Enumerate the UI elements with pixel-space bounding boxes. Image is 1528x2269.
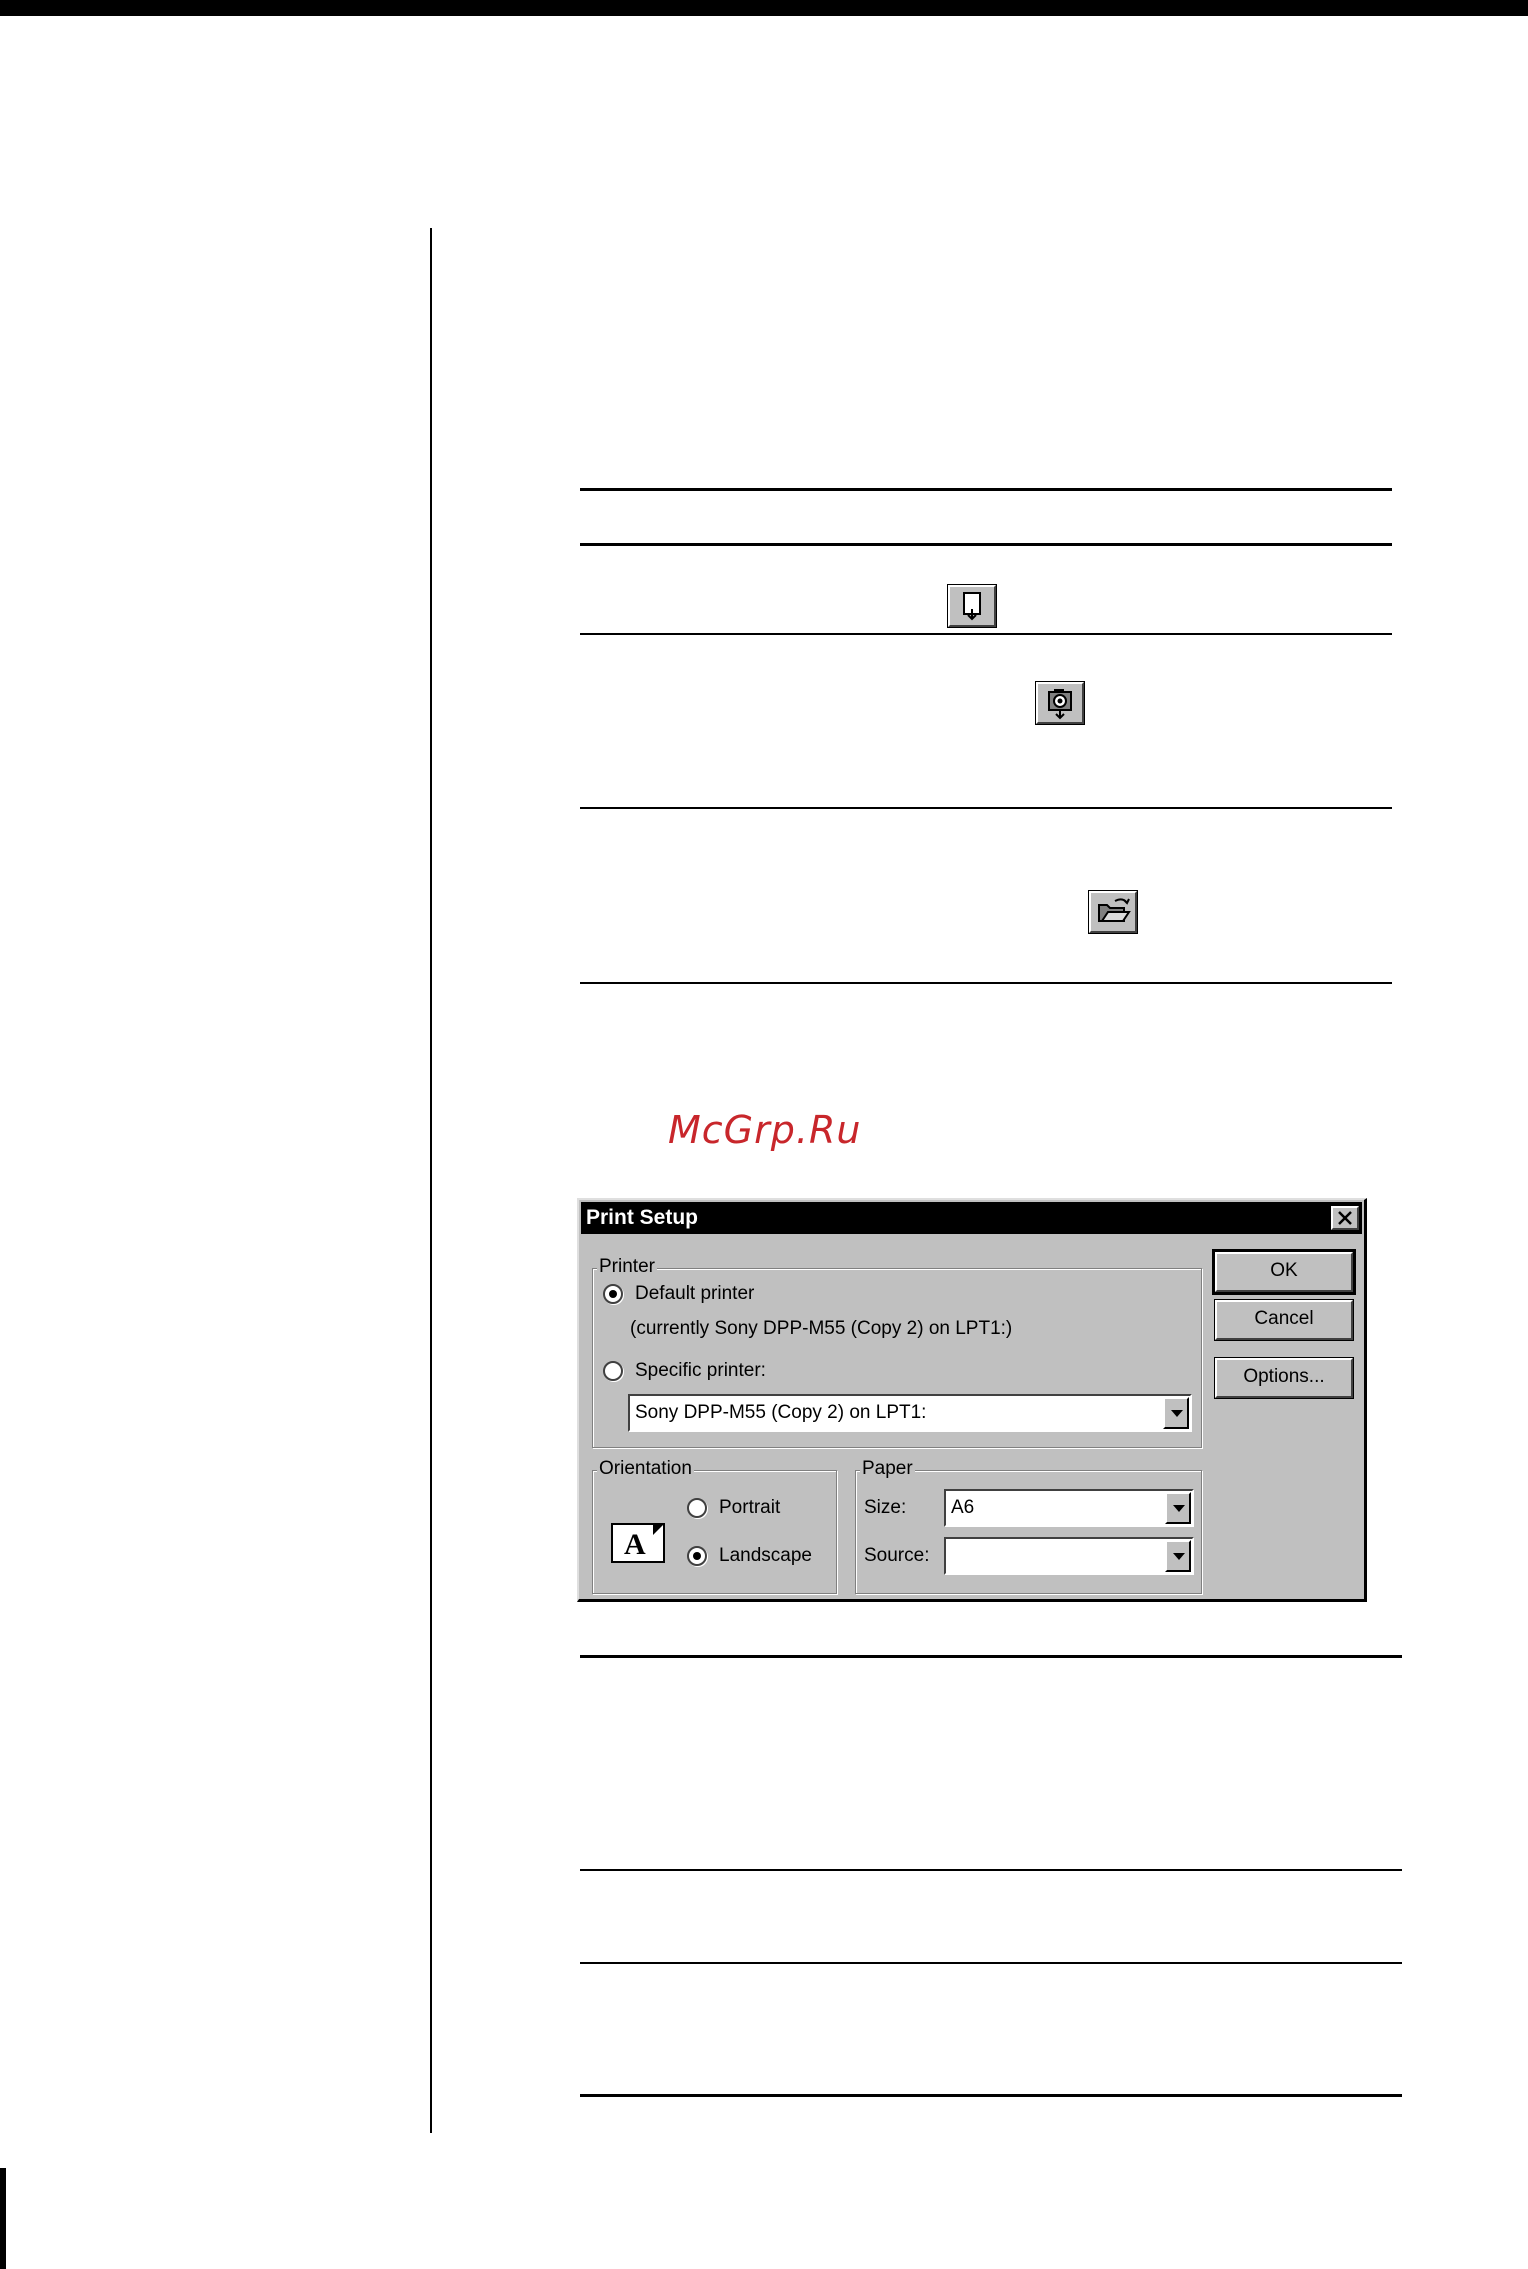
chevron-down-icon — [1173, 1553, 1185, 1561]
orientation-group-label: Orientation — [599, 1458, 692, 1479]
paper-size-value: A6 — [951, 1497, 975, 1518]
page-header-bar — [0, 0, 1528, 16]
table-row-divider — [580, 807, 1392, 809]
dialog-title: Print Setup — [586, 1206, 699, 1229]
landscape-page-icon — [611, 1523, 665, 1563]
source-label: Source: — [864, 1545, 930, 1566]
specific-printer-radio[interactable] — [603, 1361, 623, 1381]
current-printer-note: (currently Sony DPP-M55 (Copy 2) on LPT1:) — [630, 1318, 1013, 1339]
cancel-button[interactable]: Cancel — [1215, 1300, 1353, 1340]
paper-group — [855, 1458, 1202, 1594]
portrait-label: Portrait — [719, 1497, 781, 1518]
specific-printer-value: Sony DPP-M55 (Copy 2) on LPT1: — [635, 1402, 927, 1423]
dropdown-button[interactable] — [1165, 1492, 1191, 1524]
table-top-rule — [580, 1655, 1402, 1658]
table-top-rule — [580, 488, 1392, 491]
landscape-radio[interactable] — [687, 1546, 707, 1566]
dropdown-button[interactable] — [1165, 1540, 1191, 1572]
print-setup-dialog — [577, 1198, 1367, 1602]
chevron-down-icon — [1173, 1505, 1185, 1513]
close-icon — [1336, 1210, 1354, 1226]
landscape-label: Landscape — [719, 1545, 812, 1566]
paper-group-label: Paper — [862, 1458, 913, 1479]
dialog-titlebar — [581, 1202, 1362, 1234]
table-row-divider — [580, 1962, 1402, 1964]
chevron-down-icon — [1171, 1410, 1183, 1418]
dropdown-button[interactable] — [1163, 1397, 1189, 1429]
page-edge-mark — [0, 2168, 6, 2269]
specific-printer-label: Specific printer: — [635, 1360, 766, 1381]
table-bottom-rule — [580, 982, 1392, 984]
specific-printer-select[interactable] — [628, 1394, 1192, 1432]
close-button[interactable] — [1331, 1206, 1359, 1230]
size-label: Size: — [864, 1497, 907, 1518]
table-row-divider — [580, 633, 1392, 635]
margin-rule — [430, 228, 432, 2133]
open-folder-icon[interactable] — [1089, 891, 1137, 933]
options-button[interactable]: Options... — [1215, 1358, 1353, 1398]
paper-source-select[interactable] — [944, 1537, 1194, 1575]
orientation-icon-letter: A — [624, 1528, 646, 1561]
default-printer-label: Default printer — [635, 1283, 755, 1304]
printer-group-label: Printer — [599, 1256, 655, 1277]
print-frame-icon[interactable] — [948, 585, 996, 627]
paper-size-select[interactable] — [944, 1489, 1194, 1527]
table-bottom-rule — [580, 2094, 1402, 2097]
orientation-group — [592, 1458, 837, 1594]
table-header-rule — [580, 543, 1392, 546]
ok-button[interactable]: OK — [1215, 1252, 1353, 1292]
portrait-radio[interactable] — [687, 1498, 707, 1518]
default-printer-radio[interactable] — [603, 1284, 623, 1304]
watermark: McGrp.Ru — [668, 1108, 862, 1152]
table-row-divider — [580, 1869, 1402, 1871]
printer-group — [592, 1256, 1202, 1448]
capture-image-icon[interactable] — [1036, 682, 1084, 724]
